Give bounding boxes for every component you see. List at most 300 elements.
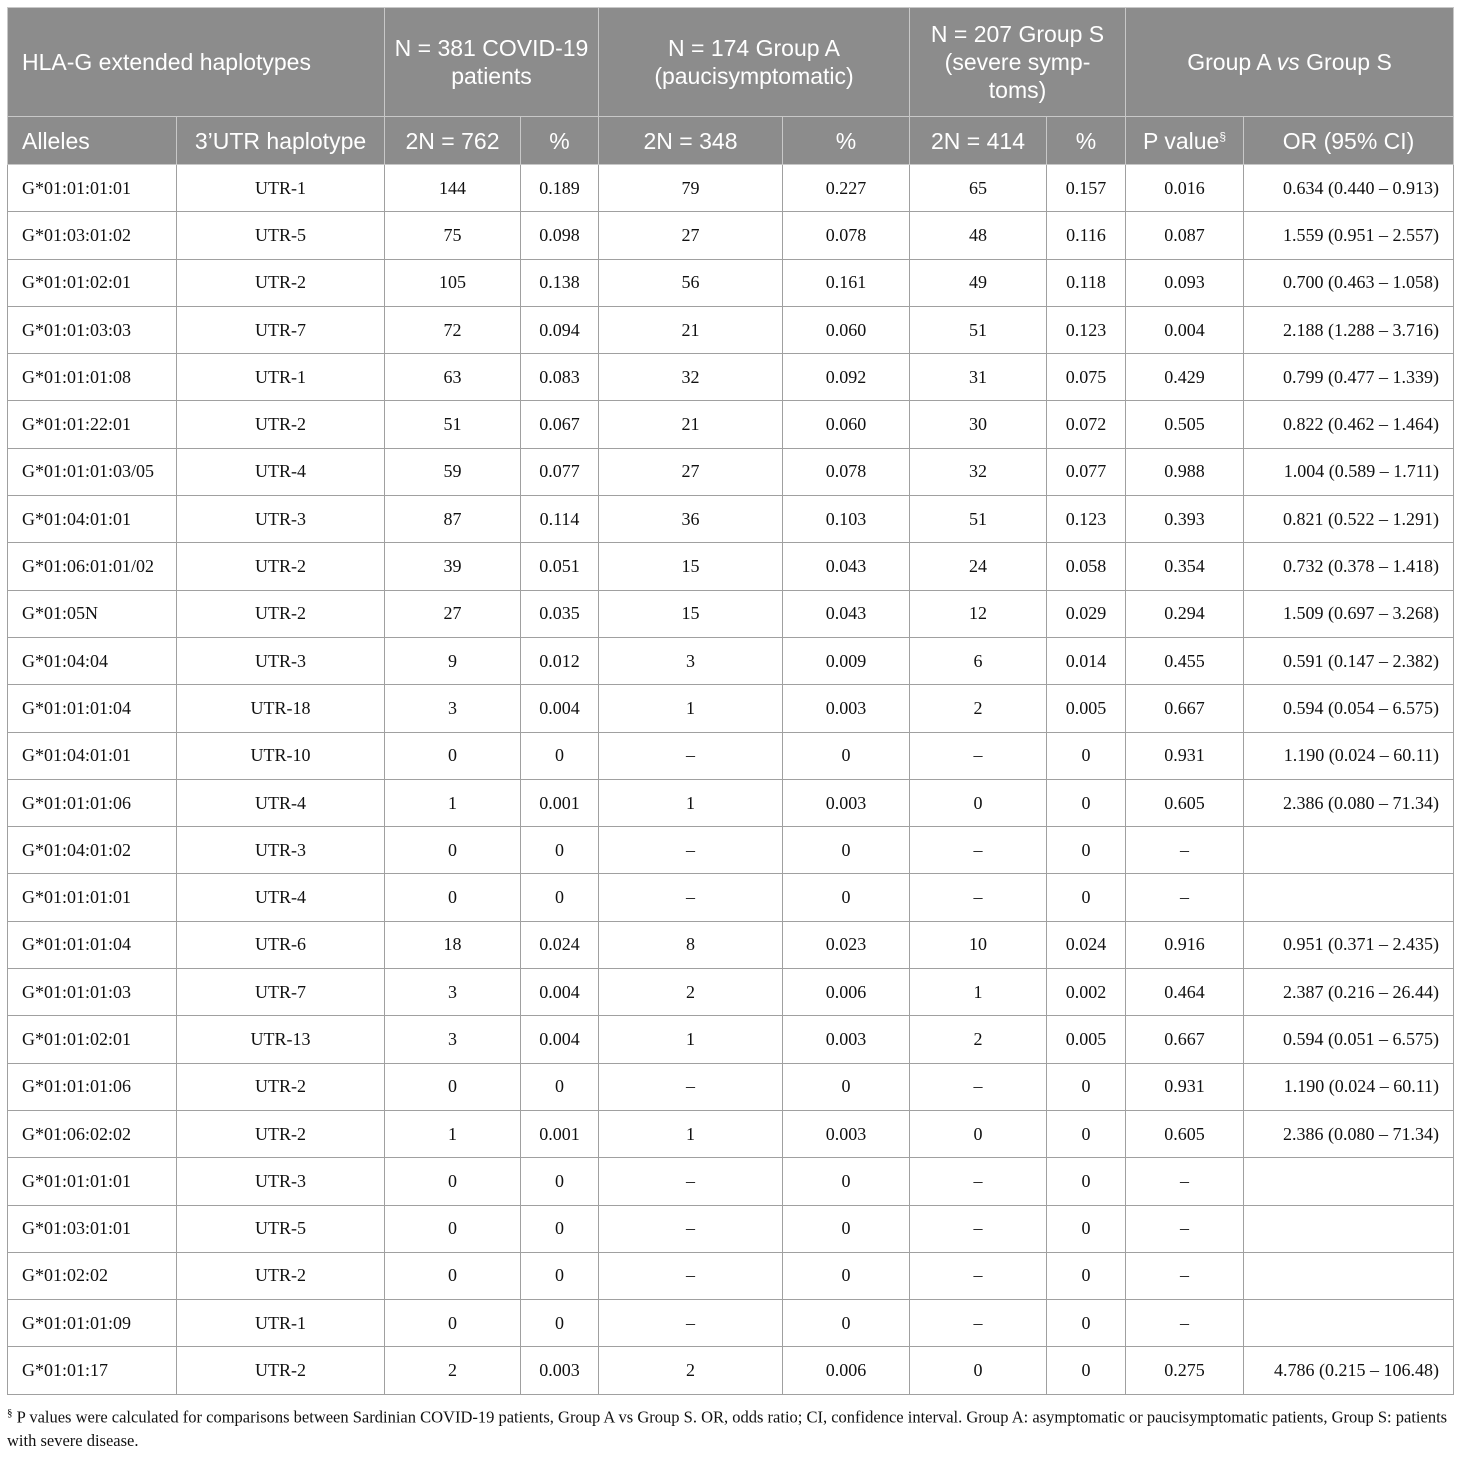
cell-covid-count: 0 [385,1205,521,1252]
header-comparison-post: Group S [1299,49,1392,75]
cell-group-a-count: 15 [599,590,783,637]
cell-group-a-count: 3 [599,637,783,684]
cell-or-ci: 2.188 (1.288 – 3.716) [1244,306,1454,353]
cell-or-ci: 0.732 (0.378 – 1.418) [1244,543,1454,590]
cell-group-a-freq: 0.003 [783,779,910,826]
cell-group-a-freq: 0.103 [783,496,910,543]
cell-allele: G*01:05N [8,590,177,637]
cell-utr-haplotype: UTR-13 [177,1016,385,1063]
cell-covid-count: 63 [385,354,521,401]
header-s-pct: % [1047,117,1126,165]
cell-covid-freq: 0.067 [521,401,599,448]
cell-allele: G*01:01:17 [8,1347,177,1394]
cell-allele: G*01:01:01:03/05 [8,448,177,495]
cell-group-s-freq: 0 [1047,874,1126,921]
cell-utr-haplotype: UTR-4 [177,448,385,495]
cell-group-a-count: 32 [599,354,783,401]
cell-group-s-count: – [910,1252,1047,1299]
cell-covid-freq: 0.004 [521,1016,599,1063]
cell-covid-freq: 0.114 [521,496,599,543]
cell-allele: G*01:01:01:08 [8,354,177,401]
cell-covid-count: 3 [385,685,521,732]
cell-covid-freq: 0.012 [521,637,599,684]
cell-p-value: 0.093 [1126,259,1244,306]
cell-group-a-count: 79 [599,165,783,212]
cell-or-ci: 1.004 (0.589 – 1.711) [1244,448,1454,495]
table-row [8,921,1454,968]
cell-or-ci [1244,1300,1454,1347]
cell-p-value: 0.455 [1126,637,1244,684]
cell-p-value: 0.505 [1126,401,1244,448]
cell-covid-freq: 0 [521,1205,599,1252]
cell-group-a-count: 21 [599,306,783,353]
cell-group-s-count: 51 [910,306,1047,353]
cell-or-ci: 0.594 (0.054 – 6.575) [1244,685,1454,732]
cell-p-value: 0.667 [1126,1016,1244,1063]
cell-group-s-count: 65 [910,165,1047,212]
cell-group-s-count: 6 [910,637,1047,684]
table-row [8,448,1454,495]
cell-or-ci: 0.799 (0.477 – 1.339) [1244,354,1454,401]
cell-group-s-freq: 0 [1047,1158,1126,1205]
cell-p-value: 0.464 [1126,969,1244,1016]
cell-group-s-freq: 0.118 [1047,259,1126,306]
cell-group-s-count: 32 [910,448,1047,495]
cell-group-a-freq: 0.006 [783,969,910,1016]
cell-group-s-freq: 0 [1047,1347,1126,1394]
cell-covid-freq: 0 [521,827,599,874]
cell-group-s-freq: 0.024 [1047,921,1126,968]
cell-group-s-count: 30 [910,401,1047,448]
cell-group-s-count: 0 [910,779,1047,826]
cell-covid-count: 59 [385,448,521,495]
cell-p-value: 0.275 [1126,1347,1244,1394]
cell-covid-count: 2 [385,1347,521,1394]
table-row [8,874,1454,921]
cell-group-a-freq: 0.043 [783,590,910,637]
cell-allele: G*01:04:01:01 [8,496,177,543]
cell-group-s-count: 10 [910,921,1047,968]
cell-utr-haplotype: UTR-2 [177,1063,385,1110]
cell-covid-count: 87 [385,496,521,543]
cell-allele: G*01:04:01:01 [8,732,177,779]
cell-or-ci: 0.821 (0.522 – 1.291) [1244,496,1454,543]
cell-covid-freq: 0.138 [521,259,599,306]
table-row [8,496,1454,543]
table-row [8,1205,1454,1252]
table-row [8,543,1454,590]
cell-allele: G*01:01:01:06 [8,779,177,826]
cell-covid-freq: 0 [521,874,599,921]
cell-allele: G*01:01:01:01 [8,874,177,921]
cell-covid-count: 18 [385,921,521,968]
header-group-s: N = 207 Group S (severe symp-toms) [910,8,1126,117]
cell-utr-haplotype: UTR-5 [177,1205,385,1252]
table-row [8,1347,1454,1394]
header-covid-pct: % [521,117,599,165]
cell-allele: G*01:01:02:01 [8,1016,177,1063]
cell-or-ci: 4.786 (0.215 – 106.48) [1244,1347,1454,1394]
cell-group-s-count: 24 [910,543,1047,590]
cell-utr-haplotype: UTR-3 [177,827,385,874]
cell-utr-haplotype: UTR-4 [177,874,385,921]
cell-utr-haplotype: UTR-2 [177,401,385,448]
cell-covid-count: 144 [385,165,521,212]
header-a-2n: 2N = 348 [599,117,783,165]
cell-covid-count: 0 [385,1252,521,1299]
cell-group-a-freq: 0.227 [783,165,910,212]
cell-group-a-count: 2 [599,969,783,1016]
cell-group-s-freq: 0 [1047,732,1126,779]
header-comparison-pre: Group A [1187,49,1277,75]
cell-group-a-freq: 0 [783,1158,910,1205]
cell-covid-count: 9 [385,637,521,684]
header-pvalue-mark: § [1219,128,1227,143]
cell-allele: G*01:06:02:02 [8,1110,177,1157]
cell-group-s-freq: 0.014 [1047,637,1126,684]
cell-group-s-freq: 0.123 [1047,306,1126,353]
cell-group-s-count: 51 [910,496,1047,543]
cell-utr-haplotype: UTR-1 [177,354,385,401]
cell-group-s-count: 0 [910,1347,1047,1394]
cell-covid-count: 75 [385,212,521,259]
cell-p-value: 0.016 [1126,165,1244,212]
cell-group-s-count: 31 [910,354,1047,401]
cell-p-value: – [1126,1205,1244,1252]
cell-group-a-freq: 0.060 [783,401,910,448]
cell-allele: G*01:01:03:03 [8,306,177,353]
header-alleles: Alleles [8,117,177,165]
cell-group-a-freq: 0.161 [783,259,910,306]
cell-group-a-freq: 0.006 [783,1347,910,1394]
table-header [8,8,1454,165]
cell-group-s-count: – [910,732,1047,779]
cell-covid-count: 72 [385,306,521,353]
cell-group-a-count: – [599,732,783,779]
cell-group-a-freq: 0.009 [783,637,910,684]
cell-utr-haplotype: UTR-2 [177,543,385,590]
cell-covid-count: 27 [385,590,521,637]
cell-group-s-freq: 0 [1047,1252,1126,1299]
cell-utr-haplotype: UTR-4 [177,779,385,826]
cell-utr-haplotype: UTR-2 [177,1252,385,1299]
cell-or-ci [1244,1158,1454,1205]
hla-g-haplotype-table [7,7,1454,1395]
cell-group-a-count: 2 [599,1347,783,1394]
cell-or-ci: 2.386 (0.080 – 71.34) [1244,779,1454,826]
cell-utr-haplotype: UTR-5 [177,212,385,259]
table-row [8,401,1454,448]
table-row [8,354,1454,401]
cell-group-a-count: 1 [599,685,783,732]
cell-utr-haplotype: UTR-2 [177,259,385,306]
table-row [8,732,1454,779]
table-row [8,969,1454,1016]
cell-or-ci: 0.951 (0.371 – 2.435) [1244,921,1454,968]
header-covid-patients: N = 381 COVID-19 patients [385,8,599,117]
cell-group-s-count: – [910,874,1047,921]
cell-group-a-freq: 0.003 [783,1110,910,1157]
cell-p-value: – [1126,874,1244,921]
table-row [8,1300,1454,1347]
cell-or-ci: 0.700 (0.463 – 1.058) [1244,259,1454,306]
cell-p-value: – [1126,1252,1244,1299]
cell-utr-haplotype: UTR-3 [177,1158,385,1205]
cell-utr-haplotype: UTR-2 [177,590,385,637]
cell-allele: G*01:01:01:01 [8,165,177,212]
header-comparison [1126,8,1454,117]
cell-group-s-count: – [910,1300,1047,1347]
cell-or-ci: 2.386 (0.080 – 71.34) [1244,1110,1454,1157]
cell-group-s-freq: 0.005 [1047,1016,1126,1063]
cell-group-s-freq: 0 [1047,1300,1126,1347]
cell-covid-freq: 0.001 [521,1110,599,1157]
header-a-pct: % [783,117,910,165]
table-row [8,685,1454,732]
footnote-text: P values were calculated for comparisons between Sardinian COVID-19 patients, Group A vs Group S. OR, odds ratio; CI, confidence interval. Group A: asymptomatic or paucisymptomatic patients, Group S: patients with severe disease. [7,1407,1448,1451]
cell-utr-haplotype: UTR-2 [177,1110,385,1157]
cell-group-s-count: – [910,827,1047,874]
cell-covid-freq: 0.035 [521,590,599,637]
table-row [8,259,1454,306]
cell-covid-freq: 0 [521,1158,599,1205]
cell-allele: G*01:01:01:06 [8,1063,177,1110]
cell-group-s-freq: 0 [1047,1063,1126,1110]
cell-group-s-count: – [910,1158,1047,1205]
cell-group-a-freq: 0 [783,1252,910,1299]
cell-covid-count: 0 [385,1158,521,1205]
cell-group-a-count: 27 [599,448,783,495]
cell-utr-haplotype: UTR-1 [177,1300,385,1347]
cell-group-s-freq: 0.116 [1047,212,1126,259]
cell-allele: G*01:01:01:04 [8,685,177,732]
table-row [8,1063,1454,1110]
cell-or-ci: 1.190 (0.024 – 60.11) [1244,1063,1454,1110]
cell-covid-count: 0 [385,1063,521,1110]
cell-group-a-count: – [599,827,783,874]
cell-utr-haplotype: UTR-6 [177,921,385,968]
cell-covid-freq: 0.004 [521,969,599,1016]
header-utr-haplotype: 3’UTR haplotype [177,117,385,165]
cell-allele: G*01:01:22:01 [8,401,177,448]
cell-group-s-freq: 0.157 [1047,165,1126,212]
table-row [8,1252,1454,1299]
cell-allele: G*01:04:04 [8,637,177,684]
cell-allele: G*01:03:01:02 [8,212,177,259]
cell-covid-freq: 0 [521,1252,599,1299]
cell-p-value: 0.294 [1126,590,1244,637]
cell-group-s-freq: 0 [1047,779,1126,826]
table-row [8,590,1454,637]
cell-allele: G*01:06:01:01/02 [8,543,177,590]
cell-or-ci [1244,827,1454,874]
cell-covid-freq: 0.003 [521,1347,599,1394]
cell-utr-haplotype: UTR-2 [177,1347,385,1394]
header-or-ci: OR (95% CI) [1244,117,1454,165]
cell-group-a-freq: 0.092 [783,354,910,401]
cell-p-value: – [1126,1300,1244,1347]
cell-group-a-count: 21 [599,401,783,448]
cell-allele: G*01:03:01:01 [8,1205,177,1252]
cell-group-s-count: 0 [910,1110,1047,1157]
cell-group-a-count: – [599,1252,783,1299]
cell-group-a-count: – [599,874,783,921]
cell-group-a-count: – [599,1063,783,1110]
table-row [8,779,1454,826]
cell-covid-count: 0 [385,827,521,874]
cell-covid-freq: 0.001 [521,779,599,826]
cell-or-ci: 0.591 (0.147 – 2.382) [1244,637,1454,684]
cell-utr-haplotype: UTR-18 [177,685,385,732]
cell-allele: G*01:01:01:09 [8,1300,177,1347]
cell-or-ci [1244,1205,1454,1252]
cell-group-a-freq: 0 [783,1063,910,1110]
cell-group-s-count: 12 [910,590,1047,637]
cell-covid-count: 1 [385,779,521,826]
table-row [8,637,1454,684]
cell-covid-freq: 0 [521,1300,599,1347]
cell-or-ci: 2.387 (0.216 – 26.44) [1244,969,1454,1016]
cell-covid-freq: 0.083 [521,354,599,401]
cell-p-value: 0.004 [1126,306,1244,353]
header-pvalue-label: P value [1143,127,1220,154]
cell-p-value: 0.667 [1126,685,1244,732]
header-pvalue [1126,117,1244,165]
cell-or-ci: 1.190 (0.024 – 60.11) [1244,732,1454,779]
cell-group-a-freq: 0.003 [783,1016,910,1063]
cell-group-a-count: 1 [599,1110,783,1157]
cell-utr-haplotype: UTR-1 [177,165,385,212]
cell-covid-count: 3 [385,1016,521,1063]
cell-group-s-count: 1 [910,969,1047,1016]
cell-group-s-count: – [910,1063,1047,1110]
cell-group-s-freq: 0 [1047,1110,1126,1157]
cell-group-a-freq: 0 [783,1205,910,1252]
table-row [8,212,1454,259]
footnote-mark: § [7,1406,13,1419]
cell-group-s-freq: 0.075 [1047,354,1126,401]
cell-group-a-freq: 0.078 [783,448,910,495]
cell-group-a-count: – [599,1205,783,1252]
table-row [8,306,1454,353]
cell-covid-freq: 0.077 [521,448,599,495]
cell-group-a-count: 36 [599,496,783,543]
cell-group-a-freq: 0 [783,732,910,779]
cell-p-value: 0.605 [1126,1110,1244,1157]
table-row [8,1016,1454,1063]
cell-group-a-count: – [599,1158,783,1205]
cell-covid-freq: 0 [521,1063,599,1110]
cell-covid-count: 0 [385,1300,521,1347]
cell-p-value: 0.931 [1126,732,1244,779]
cell-group-a-count: 15 [599,543,783,590]
cell-group-s-freq: 0.077 [1047,448,1126,495]
cell-group-a-freq: 0.060 [783,306,910,353]
header-haplotypes: HLA-G extended haplotypes [8,8,385,117]
cell-utr-haplotype: UTR-3 [177,637,385,684]
cell-group-s-count: 48 [910,212,1047,259]
cell-group-s-freq: 0.072 [1047,401,1126,448]
cell-group-s-freq: 0.005 [1047,685,1126,732]
cell-covid-freq: 0.189 [521,165,599,212]
cell-covid-freq: 0 [521,732,599,779]
cell-or-ci: 1.559 (0.951 – 2.557) [1244,212,1454,259]
cell-group-a-count: 8 [599,921,783,968]
cell-covid-count: 3 [385,969,521,1016]
cell-covid-freq: 0.094 [521,306,599,353]
cell-group-s-freq: 0 [1047,827,1126,874]
cell-p-value: 0.087 [1126,212,1244,259]
cell-or-ci: 0.594 (0.051 – 6.575) [1244,1016,1454,1063]
cell-covid-count: 0 [385,732,521,779]
header-row-columns [8,117,1454,165]
cell-group-a-freq: 0.078 [783,212,910,259]
cell-group-s-count: 49 [910,259,1047,306]
cell-group-s-count: 2 [910,1016,1047,1063]
cell-covid-freq: 0.051 [521,543,599,590]
cell-covid-count: 0 [385,874,521,921]
cell-group-a-freq: 0 [783,1300,910,1347]
cell-group-a-count: 27 [599,212,783,259]
cell-p-value: 0.988 [1126,448,1244,495]
table-row [8,165,1454,212]
cell-group-s-count: 2 [910,685,1047,732]
cell-or-ci [1244,1252,1454,1299]
cell-allele: G*01:04:01:02 [8,827,177,874]
cell-allele: G*01:01:01:01 [8,1158,177,1205]
header-group-a: N = 174 Group A (paucisymptomatic) [599,8,910,117]
cell-group-a-count: 1 [599,779,783,826]
cell-group-s-freq: 0.123 [1047,496,1126,543]
cell-p-value: 0.393 [1126,496,1244,543]
cell-utr-haplotype: UTR-3 [177,496,385,543]
cell-allele: G*01:01:01:03 [8,969,177,1016]
cell-covid-freq: 0.004 [521,685,599,732]
cell-group-a-count: 1 [599,1016,783,1063]
cell-covid-count: 39 [385,543,521,590]
cell-p-value: 0.916 [1126,921,1244,968]
cell-group-a-count: – [599,1300,783,1347]
cell-utr-haplotype: UTR-10 [177,732,385,779]
cell-group-a-count: 56 [599,259,783,306]
cell-group-s-freq: 0.029 [1047,590,1126,637]
cell-or-ci: 1.509 (0.697 – 3.268) [1244,590,1454,637]
cell-p-value: 0.354 [1126,543,1244,590]
cell-allele: G*01:02:02 [8,1252,177,1299]
cell-utr-haplotype: UTR-7 [177,306,385,353]
cell-p-value: – [1126,827,1244,874]
header-s-2n: 2N = 414 [910,117,1047,165]
table-row [8,1110,1454,1157]
cell-or-ci: 0.822 (0.462 – 1.464) [1244,401,1454,448]
cell-or-ci: 0.634 (0.440 – 0.913) [1244,165,1454,212]
header-comparison-vs: vs [1276,49,1300,75]
cell-covid-count: 1 [385,1110,521,1157]
cell-group-a-freq: 0 [783,827,910,874]
cell-p-value: – [1126,1158,1244,1205]
cell-covid-count: 51 [385,401,521,448]
cell-covid-freq: 0.098 [521,212,599,259]
cell-p-value: 0.931 [1126,1063,1244,1110]
cell-p-value: 0.605 [1126,779,1244,826]
cell-group-a-freq: 0.023 [783,921,910,968]
table-footnote [7,1401,1453,1454]
cell-p-value: 0.429 [1126,354,1244,401]
cell-group-a-freq: 0 [783,874,910,921]
cell-group-s-count: – [910,1205,1047,1252]
cell-covid-freq: 0.024 [521,921,599,968]
cell-or-ci [1244,874,1454,921]
